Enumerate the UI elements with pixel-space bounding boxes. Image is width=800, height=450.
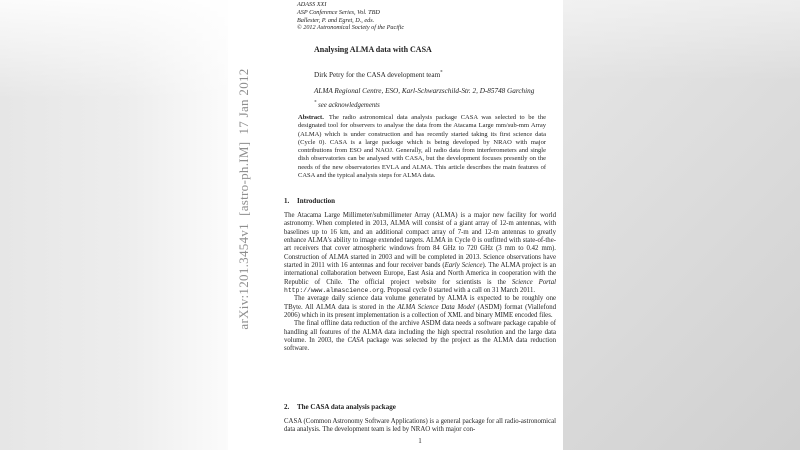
paragraph: The Atacama Large Millimeter/submillimeter Array (ALMA) is a major new facility for world astronomy. When completed in 2013, ALMA will consist of a giant array of 12-m antennas, with baselines up to 16 km, and an additional compact array of 7-m and 12-m antennas to greatly enhance ALMA's ability to image extended targets. ALMA in Cycle 0 is outfitted with state-of-the-art receivers that cover atmospheric windows from 84 GHz to 720 GHz (3 mm to 0.42 mm). Construction of ALMA started in 2003 and will be completed in 2013. Science observations have started in 2011 with 16 antennas and four receiver bands (Early Science). The ALMA project is an international collaboration between Europe, East Asia and North America in cooperation with the Republic of Chile. The official project website for scientists is the Science Portal http://www.almascience.org. Proposal cycle 0 started with a call on 31 March 2011. xyxy=(284,212,556,294)
conference-header-line: © 2012 Astronomical Society of the Pacific xyxy=(297,24,405,32)
abstract-label: Abstract. xyxy=(298,114,324,121)
abstract-text: The radio astronomical data analysis package CASA was selected to be the designated tool for observers to analyse the data from the Atacama Large mm/sub-mm Array (ALMA) which is under construction and has recently started taking its first science data (Cycle 0). CASA is a large package which is being developed by NRAO with major contributions from ESO and NAOJ. Generally, all radio data from interferometers and single dish observatories can be analysed with CASA, but the development focuses presently on the needs of the new observatories EVLA and ALMA. This article describes the main features of CASA and the typical analysis steps for ALMA data. xyxy=(298,114,546,180)
paper-page xyxy=(228,0,563,450)
arxiv-watermark: arXiv:1201.3454v1 [astro-ph.IM] 17 Jan 2012 xyxy=(236,68,251,330)
author-footnote: * see acknowledgements xyxy=(314,100,380,109)
conference-header-line: ASP Conference Series, Vol. TBD xyxy=(297,8,380,16)
paragraph: The final offline data reduction of the archive ASDM data needs a software package capable of handling all features of the ALMA data including the high spectral resolution and the large data volume. In 2003, the CASA package was selected by the project as the ALMA data reduction software. xyxy=(284,320,556,353)
section-1-number: 1. xyxy=(284,197,290,205)
abstract xyxy=(298,114,546,180)
conference-header xyxy=(297,1,404,32)
section-1-title: Introduction xyxy=(297,197,335,205)
section-2-number: 2. xyxy=(284,403,290,411)
section-2-body xyxy=(284,418,556,435)
section-1-heading xyxy=(284,197,335,205)
author-affiliation: ALMA Regional Centre, ESO, Karl-Schwarzschild-Str. 2, D-85748 Garching xyxy=(314,87,535,95)
page-number: 1 xyxy=(418,437,422,445)
viewer-background-right xyxy=(563,0,800,450)
section-1-body xyxy=(284,212,556,354)
paragraph: The average daily science data volume generated by ALMA is expected to be roughly one TByte. All ALMA data is stored in the ALMA Science Data Model (ASDM) format (Viallefond 2006) which in its present implementation is a collection of XML and binary MIME encoded files. xyxy=(284,295,556,319)
section-2-title: The CASA data analysis package xyxy=(297,403,396,411)
paragraph: CASA (Common Astronomy Software Applications) is a general package for all radio-astronomical data analysis. The development team is led by NRAO with major con- xyxy=(284,418,556,434)
conference-header-line: Ballester, P. and Egret, D., eds. xyxy=(297,16,375,24)
viewer-background-left xyxy=(0,0,229,450)
author-byline: Dirk Petry for the CASA development team* xyxy=(314,70,443,79)
conference-header-line: ADASS XXI xyxy=(297,1,327,8)
section-2-heading xyxy=(284,403,396,411)
paper-title: Analysing ALMA data with CASA xyxy=(314,45,432,54)
